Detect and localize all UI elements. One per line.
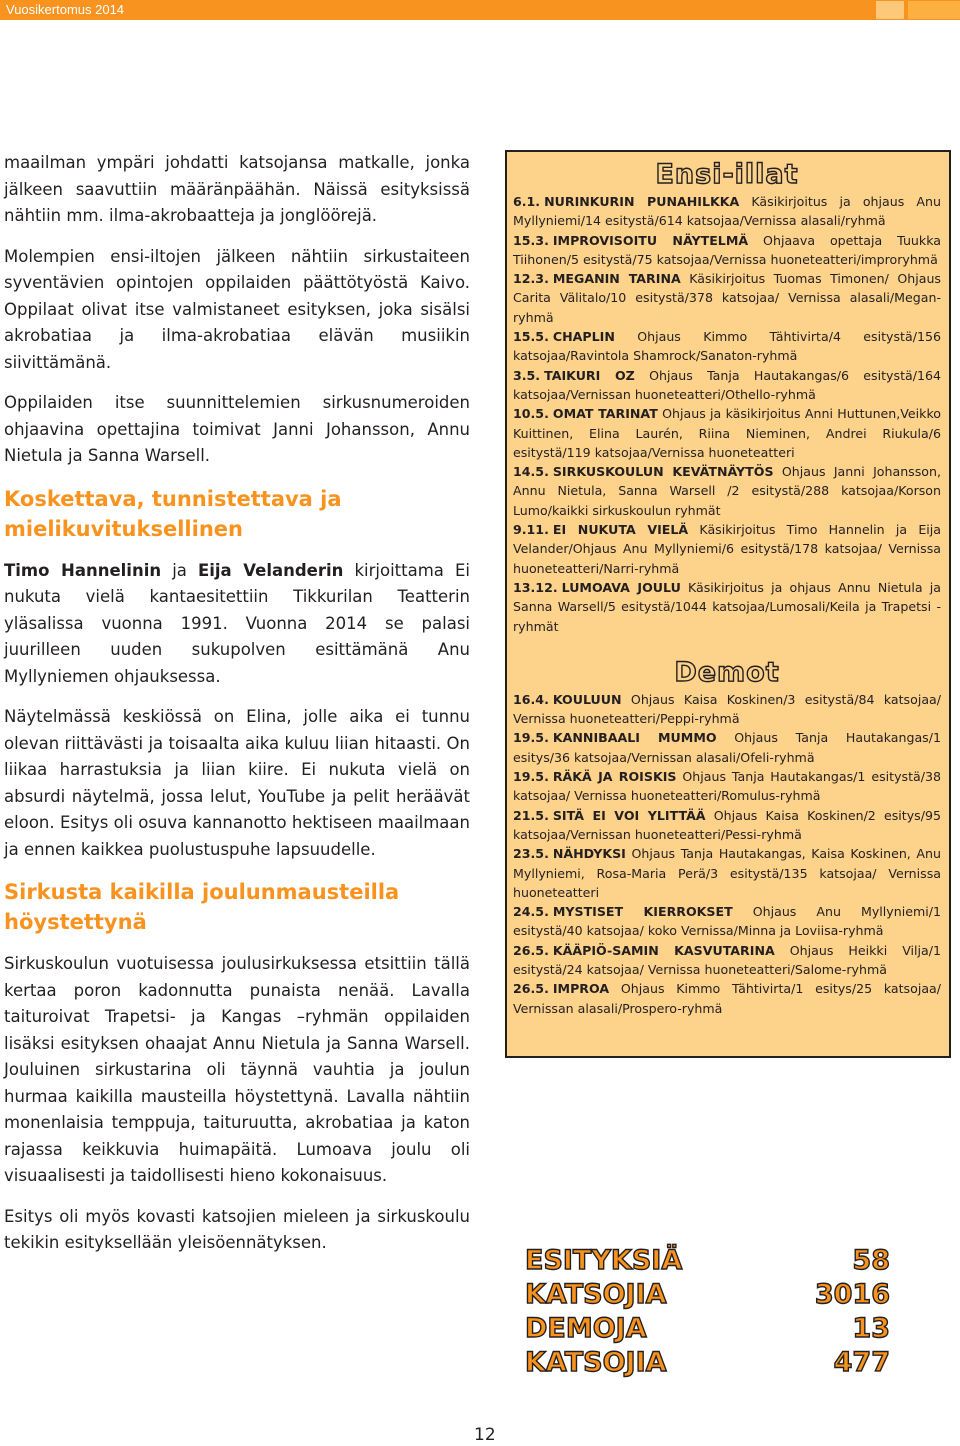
entry-title: CHAPLIN [552, 329, 615, 345]
entry-details: Ohjaus Tanja Hautakangas/6 esitystä/164 katsojaa/Vernissan huoneteatteri/Othello-ryhmä [513, 367, 941, 402]
entry-date: 26.5. [513, 942, 549, 958]
entry-item [513, 844, 941, 902]
entry-details: Ohjaus Heikki Vilja/1 esitystä/24 katsojaa/ Vernissa huoneteatteri/Salome-ryhmä [513, 942, 941, 977]
entry-date: 12.3. [513, 271, 549, 287]
stat-row [525, 1313, 890, 1347]
paragraph-6: Sirkuskoulun vuotuisessa joulusirkuksessa etsittiin tällä kertaa poron kadonnutta punaista nenää. Lavalla taituroivat Trapetsi- ja Kangas –ryhmän oppilaiden lisäksi esityksen ohaajat Annu Nietula ja Sanna Warsell. Jouluinen sirkustarina oli täynnä vauhtia ja joulun hurmaa kaikilla mausteilla höystettynä. Lavalla nähtiin monenlaisia temppuja, taituruutta, akrobatiaa ja katon rajassa keikkuvia huimapäitä. Lumoava joulu oli visuaalisesti ja taidollisesti hieno kokonaisuus. [4, 954, 470, 1185]
entry-date: 26.5. [513, 981, 549, 997]
stat-value: 3016 [814, 1279, 890, 1310]
entry-item [513, 979, 941, 1018]
entry-title: KÄÄPIÖ-SAMIN KASVUTARINA [552, 942, 775, 958]
entry-item [513, 520, 941, 578]
entry-item [513, 192, 941, 231]
entry-item [513, 902, 941, 941]
entry-item [513, 767, 941, 806]
entry-details: Ohjaus Tanja Hautakangas, Kaisa Koskinen, Anu Myllyniemi, Rosa-Maria Perä/3 esitystä/135 katsojaa/ Vernissa huoneteatteri [513, 846, 941, 900]
entry-details: Ohjaus Kimmo Tähtivirta/1 esitys/25 katsojaa/ Vernissan alasali/Prospero-ryhmä [513, 981, 941, 1016]
paragraph-7: Esitys oli myös kovasti katsojien mieleen ja sirkuskoulu tekikin esityksellään yleisöennätyksen. [4, 1206, 470, 1252]
entry-title: NURINKURIN PUNAHILKKA [544, 194, 740, 209]
entry-details: Ohjaus Kaisa Koskinen/3 esitystä/84 katsojaa/ Vernissa huoneteatteri/Peppi-ryhmä [513, 691, 941, 727]
entry-date: 15.3. [513, 232, 549, 248]
paragraph-2: Molempien ensi-iltojen jälkeen nähtiin sirkustaiteen syventävien opintojen oppilaiden päättötyöstä Kaivo. Oppilaat olivat itse valmistaneet esityksen, joka sisälsi akrobatiaa ja ilma-akrobatiaa elävän musiikin siivittämänä. [4, 246, 470, 372]
demos-heading: Demot [674, 656, 780, 688]
entry-details: Ohjaus Kimmo Tähtivirta/4 esitystä/156 katsojaa/Ravintola Shamrock/Sanaton-ryhmä [513, 329, 941, 364]
premieres-list [513, 192, 941, 636]
entry-details: Ohjaus Kaisa Koskinen/2 esitys/95 katsojaa/Vernissan huoneteatteri/Pessi-ryhmä [513, 807, 941, 842]
entry-date: 16.4. [513, 691, 549, 707]
name-eija: Eija Velanderin [197, 560, 344, 580]
entry-date: 13.12. [513, 579, 558, 595]
name-timo: Timo Hannelinin [4, 560, 162, 580]
entry-item [513, 327, 941, 366]
premieres-heading: Ensi-illat [655, 159, 799, 190]
entry-date: 19.5. [513, 769, 549, 785]
stat-label: ESITYKSIÄ [525, 1245, 683, 1276]
stat-label: DEMOJA [525, 1313, 647, 1344]
entry-title: EI NUKUTA VIELÄ [552, 522, 689, 538]
entry-title: RÄKÄ JA ROISKIS [552, 769, 677, 785]
paragraph-4 [4, 558, 470, 691]
entry-item [513, 404, 941, 462]
entry-item [513, 231, 941, 270]
header-bar [0, 0, 960, 20]
entry-title: MYSTISET KIERROKSET [552, 904, 733, 920]
entry-title: OMAT TARINAT [552, 406, 658, 422]
entry-details: Ohjaus Tanja Hautakangas/1 esitys/36 katsojaa/Vernissan alasali/Ofeli-ryhmä [513, 730, 941, 765]
entry-details: Käsikirjoitus ja ohjaus Anu Myllyniemi/14 esitystä/614 katsojaa/Vernissa alasali/ryhmä [513, 194, 941, 229]
entry-details: Käsikirjoitus Timo Hannelin ja Eija Velander/Ohjaus Anu Myllyniemi/6 esitystä/178 katsojaa/ Vernissa huoneteatteri/Narri-ryhmä [513, 522, 941, 576]
heading-koskettava: Koskettava, tunnistettava ja mielikuvituksellinen [4, 486, 342, 541]
entry-date: 15.5. [513, 329, 549, 345]
conjunction: ja [161, 560, 198, 580]
paragraph-3: Oppilaiden itse suunnittelemien sirkusnumeroiden ohjaavina opettajina toimivat Janni Johansson, Annu Nietula ja Sanna Warsell. [4, 393, 470, 465]
entry-item [513, 806, 941, 845]
entry-date: 21.5. [513, 807, 549, 823]
entry-item [513, 269, 941, 327]
entry-details: Ohjaava opettaja Tuukka Tiihonen/5 esitystä/75 katsojaa/Vernissa huoneteatteri/improryhmä [513, 232, 941, 267]
entry-item [513, 462, 941, 520]
stat-label: KATSOJIA [525, 1347, 667, 1378]
paragraph-4-rest: kirjoittama Ei nukuta vielä kantaesitettiin Tikkurilan Teatterin yläsalissa vuonna 1991. Vuonna 2014 se palasi juurilleen uuden sukupolven esittämänä Anu Myllyniemen ohjauksessa. [4, 560, 470, 686]
entry-title: LUMOAVA JOULU [561, 579, 681, 595]
heading-sirkusta: Sirkusta kaikilla joulunmausteilla höystettynä [4, 880, 400, 934]
stat-row [525, 1347, 890, 1381]
entry-details: Ohjaus ja käsikirjoitus Anni Huttunen,Veikko Kuittinen, Elina Laurén, Riina Nieminen, Andrei Riukula/6 esitystä/119 katsojaa/Vernissa huoneteatteri [513, 406, 942, 460]
entry-item [513, 366, 941, 405]
entry-item [513, 728, 941, 767]
entry-date: 23.5. [513, 846, 549, 862]
header-decoration-light [876, 1, 904, 19]
entry-details: Ohjaus Tanja Hautakangas/1 esitystä/38 katsojaa/ Vernissa huoneteatteri/Romulus-ryhmä [513, 769, 942, 804]
paragraph-1: maailman ympäri johdatti katsojansa matkalle, jonka jälkeen saavuttiin määränpäähän. Näissä esityksissä nähtiin mm. ilma-akrobaatteja ja jonglöörejä. [4, 153, 470, 225]
stat-row [525, 1279, 890, 1313]
entry-title: NÄHDYKSI [552, 846, 626, 862]
entry-date: 6.1. [513, 194, 541, 209]
demos-list [513, 690, 941, 1018]
performances-box [505, 150, 951, 1058]
entry-details: Ohjaus Janni Johansson, Annu Nietula, Sanna Warsell /2 esitystä/288 katsojaa/Korson Lumo/kaikki sirkuskoulun ryhmät [513, 464, 941, 518]
entry-title: IMPROA [552, 981, 610, 997]
entry-title: TAIKURI OZ [544, 367, 635, 383]
entry-title: IMPROVISOITU NÄYTELMÄ [552, 232, 749, 248]
entry-date: 14.5. [513, 464, 549, 480]
entry-title: KANNIBAALI MUMMO [552, 730, 717, 746]
entry-item [513, 578, 941, 636]
stat-value: 477 [833, 1347, 890, 1378]
stat-row [525, 1245, 890, 1279]
page-number: 12 [474, 1425, 496, 1445]
paragraph-5: Näytelmässä keskiössä on Elina, jolle aika ei tunnu olevan riittävästi ja toisaalta aika kuluu liian hitaasti. On liikaa harrastuksia ja liian kiire. Ei nukuta vielä on absurdi näytelmä, jossa lelut, YouTube ja pelit heräävät eloon. Esitys oli osuva kannanotto hektiseen maailmaan ja ennen kaikkea puolustuspuhe lapsuudelle. [4, 707, 470, 859]
entry-title: KOULUUN [552, 691, 622, 707]
entry-date: 10.5. [513, 406, 549, 422]
entry-title: MEGANIN TARINA [552, 271, 681, 287]
header-title: Vuosikertomus 2014 [6, 2, 125, 17]
stat-label: KATSOJIA [525, 1279, 667, 1310]
entry-date: 19.5. [513, 730, 549, 746]
entry-details: Käsikirjoitus ja ohjaus Annu Nietula ja Sanna Warsell/5 esitystä/1044 katsojaa/Lumosali/Keila ja Trapetsi -ryhmät [513, 579, 941, 634]
entry-item [513, 941, 941, 980]
stats-block [525, 1245, 890, 1381]
entry-date: 3.5. [513, 367, 541, 383]
stat-value: 13 [852, 1313, 890, 1344]
header-decoration [908, 1, 960, 19]
left-column [4, 150, 470, 1271]
entry-title: SITÄ EI VOI YLITTÄÄ [552, 807, 706, 823]
entry-date: 24.5. [513, 904, 549, 920]
entry-details: Käsikirjoitus Tuomas Timonen/ Ohjaus Carita Välitalo/10 esitystä/378 katsojaa/ Vernissa alasali/Megan-ryhmä [513, 271, 941, 325]
entry-date: 9.11. [513, 522, 549, 538]
stat-value: 58 [852, 1245, 890, 1276]
entry-title: SIRKUSKOULUN KEVÄTNÄYTÖS [552, 464, 774, 480]
entry-details: Ohjaus Anu Myllyniemi/1 esitystä/40 katsojaa/ koko Vernissa/Minna ja Loviisa-ryhmä [513, 904, 942, 939]
entry-item [513, 690, 941, 729]
